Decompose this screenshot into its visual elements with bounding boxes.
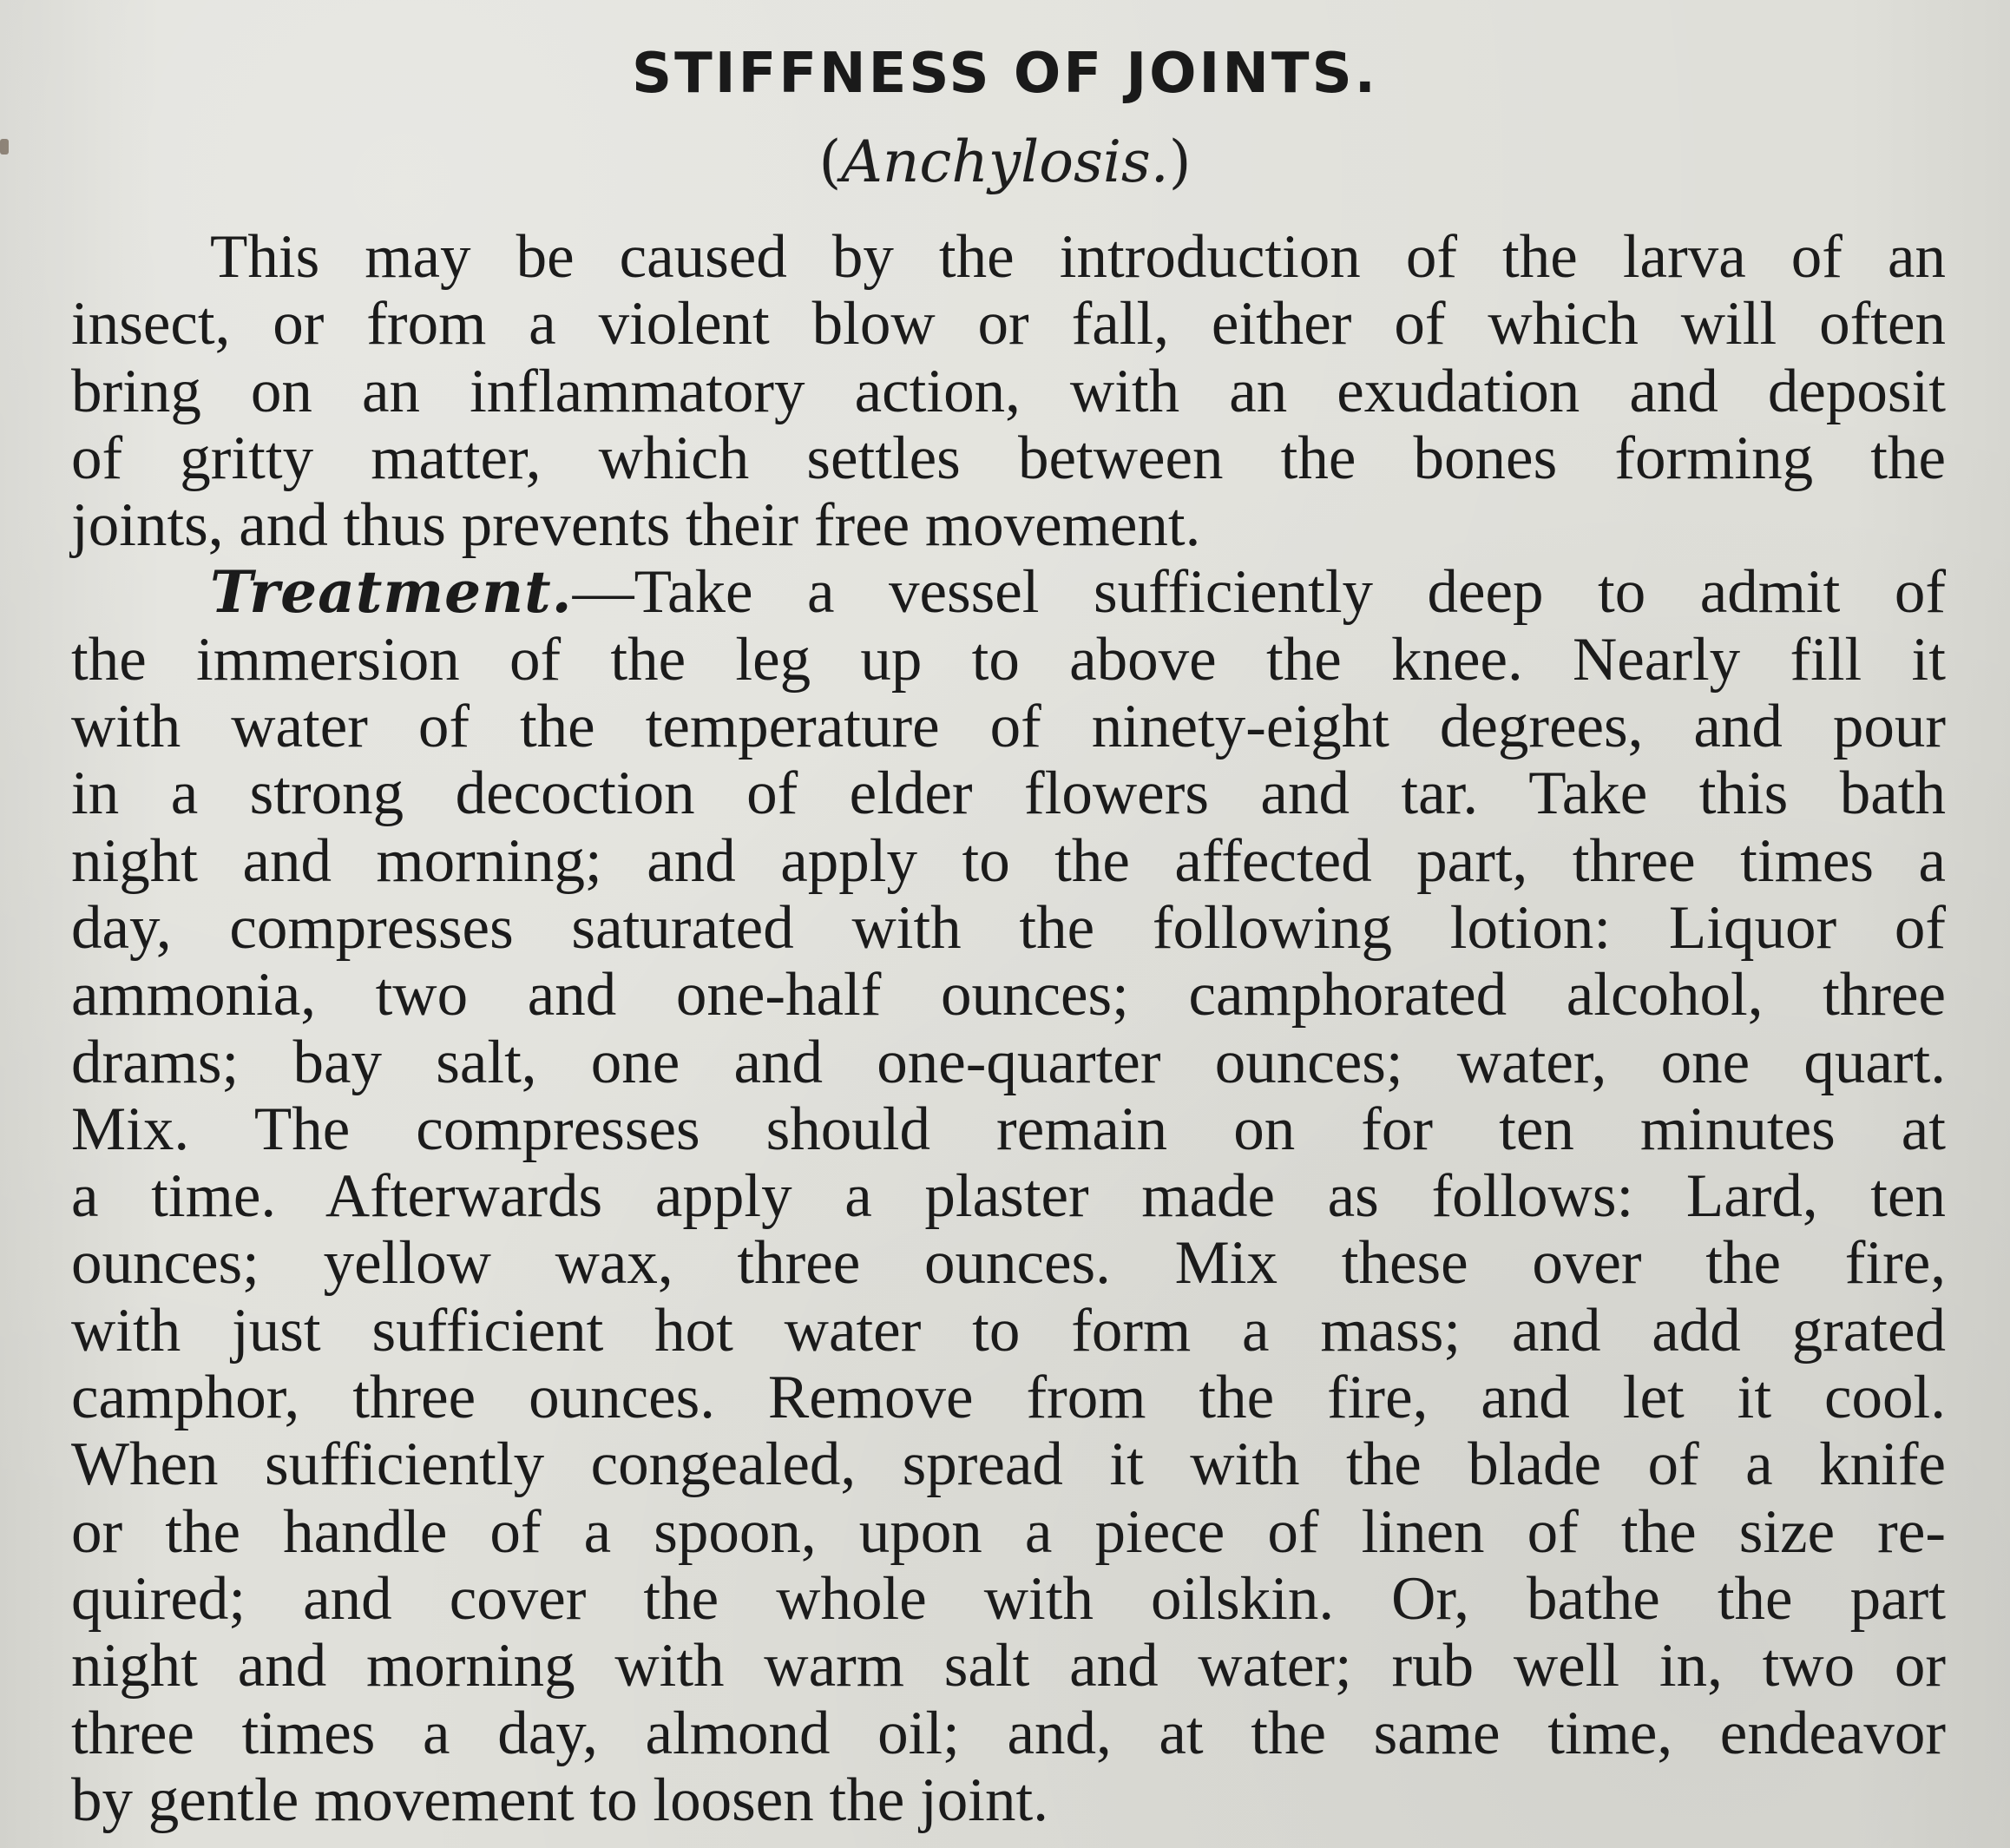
paragraph-treatment bbox=[71, 559, 1946, 1834]
text-line: ounces; yellow wax, three ounces. Mix these over the fire, bbox=[71, 1229, 1946, 1298]
text-line: joints, and thus prevents their free movement. bbox=[71, 491, 1201, 560]
text-line: When sufficiently congealed, spread it with the blade of a knife bbox=[71, 1430, 1946, 1499]
text-line: quired; and cover the whole with oilskin. Or, bathe the part bbox=[71, 1564, 1946, 1633]
article-body bbox=[71, 224, 1946, 1834]
text-line: drams; bay salt, one and one-quarter ounces; water, one quart. bbox=[71, 1028, 1946, 1096]
text-line: or the handle of a spoon, upon a piece of linen of the size re- bbox=[71, 1497, 1946, 1566]
treatment-first-line-text: —Take a vessel sufficiently deep to admit of bbox=[572, 558, 1946, 627]
text-line: three times a day, almond oil; and, at the same time, endeavor bbox=[71, 1699, 1946, 1767]
paragraph-cause bbox=[71, 224, 1946, 559]
text-line: insect, or from a violent blow or fall, either of which will often bbox=[71, 290, 1946, 358]
text-line: with just sufficient hot water to form a mass; and add grated bbox=[71, 1296, 1946, 1365]
subtitle-open-paren: ( bbox=[818, 128, 842, 195]
text-line: night and morning; and apply to the affected part, three times a bbox=[71, 826, 1946, 895]
text-line: of gritty matter, which settles between the bones forming the bbox=[71, 424, 1946, 492]
page-title: STIFFNESS OF JOINTS. bbox=[632, 42, 1378, 106]
text-line: Mix. The compresses should remain on for ten minutes at bbox=[71, 1095, 1946, 1163]
text-line: in a strong decoction of elder flowers and tar. Take this bath bbox=[71, 760, 1946, 828]
text-line: ammonia, two and one-half ounces; camphorated alcohol, three bbox=[71, 961, 1946, 1029]
subtitle-close-paren: ) bbox=[1168, 128, 1192, 195]
treatment-first-line bbox=[71, 559, 1946, 626]
text-line: the immersion of the leg up to above the knee. Nearly fill it bbox=[71, 625, 1946, 694]
text-line: by gentle movement to loosen the joint. bbox=[71, 1766, 1048, 1834]
text-line: with water of the temperature of ninety-eight degrees, and pour bbox=[71, 693, 1946, 761]
page-subtitle bbox=[0, 128, 2010, 195]
text-line: a time. Afterwards apply a plaster made as follows: Lard, ten bbox=[71, 1162, 1946, 1231]
text-line: This may be caused by the introduction of the larva of an bbox=[210, 223, 1946, 291]
text-line: night and morning with warm salt and water; rub well in, two or bbox=[71, 1632, 1946, 1700]
subtitle-term: Anchylosis. bbox=[841, 128, 1169, 195]
text-line: day, compresses saturated with the following lotion: Liquor of bbox=[71, 893, 1946, 962]
text-line: bring on an inflammatory action, with an exudation and deposit bbox=[71, 357, 1946, 425]
treatment-heading: Treatment. bbox=[210, 558, 573, 627]
text-line: camphor, three ounces. Remove from the fire, and let it cool. bbox=[71, 1364, 1946, 1432]
